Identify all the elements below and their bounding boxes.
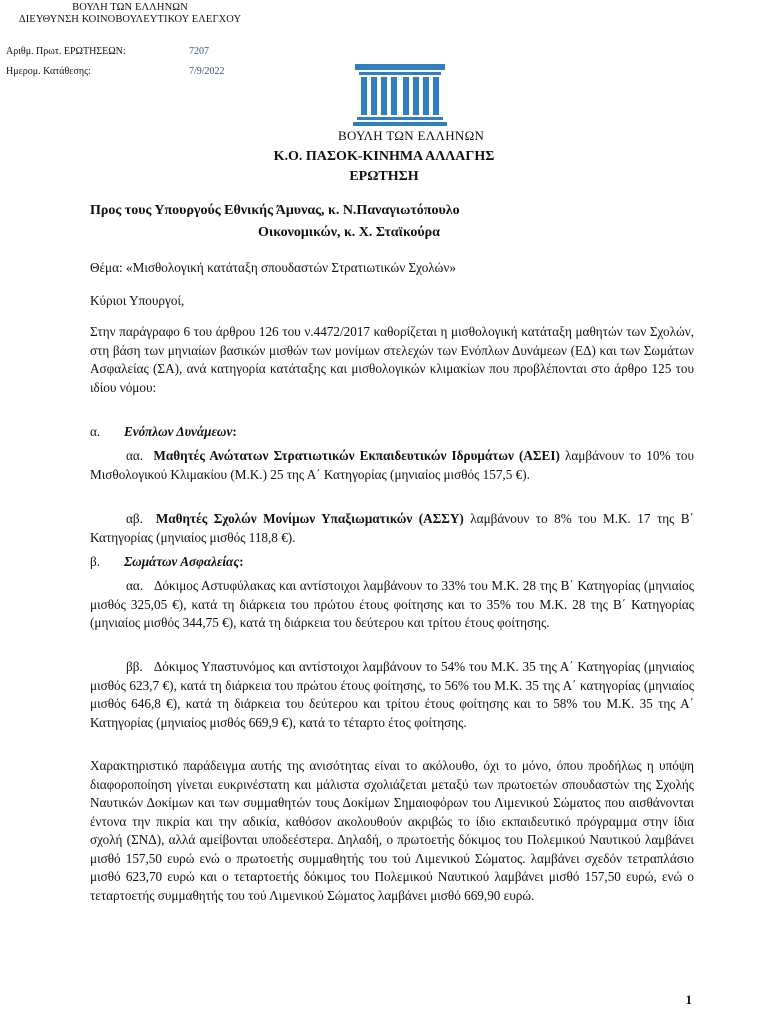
parliament-logo	[338, 64, 485, 144]
section-b-colon: :	[239, 554, 244, 569]
section-a-aa-text: λαμβάνουν το 10% του Μισθολογικού Κλιμακίου (Μ.Κ.) 25 της Α΄ Κατηγορίας (μηνιαίος μισθός 157,5 €).	[90, 448, 695, 482]
recipient-line-1: Προς τους Υπουργούς Εθνικής Άμυνας, κ. Ν.Παναγιωτόπουλο	[90, 203, 460, 218]
section-b-bb-paragraph	[90, 658, 694, 732]
greeting-line: Κύριοι Υπουργοί,	[90, 293, 185, 308]
party-heading: Κ.Ο. ΠΑΣΟΚ-ΚΙΝΗΜΑ ΑΛΛΑΓΗΣ	[273, 149, 495, 164]
section-a-ab-bold: Μαθητές Σχολών Μονίμων Υπαξιωματικών (ΑΣΣΥ)	[155, 511, 464, 526]
recipients-block	[90, 200, 460, 244]
section-a-colon: :	[232, 424, 237, 439]
section-b-bb-marker: ββ.	[126, 659, 143, 674]
recipient-line-2: Οικονομικών, κ. Χ. Σταϊκούρα	[258, 225, 440, 240]
logo-text: ΒΟΥΛΗ ΤΩΝ ΕΛΛΗΝΩΝ	[338, 128, 485, 143]
protocol-label: Αριθμ. Πρωτ. ΕΡΩΤΗΣΕΩΝ:	[6, 46, 126, 57]
date-label: Ημερομ. Κατάθεσης:	[6, 66, 91, 77]
section-b-heading	[90, 553, 694, 572]
section-a-ab-paragraph	[90, 510, 694, 547]
section-b-marker: β.	[90, 554, 101, 569]
section-a-aa-paragraph	[90, 447, 694, 484]
section-a-aa-marker: αα.	[126, 448, 144, 463]
closing-paragraph: Χαρακτηριστικό παράδειγμα αυτής της ανισότητας είναι το ακόλουθο, όχι το μόνο, όπου προδήλως η υπόψη διαφοροποίηση γίνεται ευκρινέστατη και μάλιστα σχολιάζεται μεταξύ των πρωτοετών σπουδαστών της Σχολής Ναυτικών Δοκίμων και των συμμαθητών τους Δοκίμων Σημαιοφόρων του Λιμενικού Σώματος που αισθάνονται έντονα την πικρία και την αδικία, καθόσον ακολουθούν ακριβώς το ίδιο εκπαιδευτικό πρόγραμμα στην ίδια σχολή (ΣΝΔ), αλλά αμείβονται υποδεέστερα. Δηλαδή, ο πρωτοετής δόκιμος του Πολεμικού Ναυτικού λαμβάνει μισθό 157,50 ευρώ ενώ ο πρωτοετής συμμαθητής του τού Λιμενικού Σώματος. λαμβάνει σχεδόν τετραπλάσιο μισθό 623,70 ευρώ και ο τεταρτοετής δόκιμος του Πολεμικού Ναυτικού λαμβάνει μισθό 157,50 ευρώ, ενώ ο τεταρτοετής συμμαθητής του τού Λιμενικού Σώματος λαμβάνει μισθό 669,90 ευρώ.	[90, 758, 694, 903]
section-a-aa-bold: Μαθητές Ανώτατων Στρατιωτικών Εκπαιδευτικών Ιδρυμάτων (ΑΣΕΙ)	[153, 448, 560, 463]
office-line-2: ΔΙΕΥΘΥΝΣΗ ΚΟΙΝΟΒΟΥΛΕΥΤΙΚΟΥ ΕΛΕΓΧΟΥ	[18, 14, 242, 25]
protocol-value: 7207	[189, 46, 209, 57]
section-a-heading	[90, 423, 694, 442]
section-b-title: Σωμάτων Ασφαλείας	[124, 554, 240, 569]
section-b-bb-text: Δόκιμος Υπαστυνόμος και αντίστοιχοι λαμβάνουν το 54% του Μ.Κ. 35 της Α΄ Κατηγορίας (μηνιαίος μισθός 623,7 €), κατά τη διάρκεια του πρώτου έτους φοίτησης, το 56% του Μ.Κ. 35 της Α΄ κατηγορίας (μηνιαίος μισθός 646,8 €), κατά τη διάρκεια του δεύτερου και τρίτου έτους φοίτησης και το 58% του Μ.Κ. 35 της Α΄ Κατηγορίας (μηνιαίος μισθός 669,9 €), κατά το τέταρτο έτος φοίτησης.	[90, 659, 694, 730]
section-b-aa-marker: αα.	[126, 578, 144, 593]
date-row	[6, 66, 225, 78]
subject-line: Θέμα: «Μισθολογική κατάταξη σπουδαστών Στρατιωτικών Σχολών»	[90, 260, 456, 275]
section-b-aa-paragraph	[90, 577, 694, 633]
section-b-aa-text: Δόκιμος Αστυφύλακας και αντίστοιχοι λαμβάνουν το 33% του Μ.Κ. 28 της Β΄ Κατηγορίας (μηνιαίος μισθός 325,05 €), κατά τη διάρκεια του πρώτου έτους φοίτησης και το 35% του Μ.Κ. 28 της Β΄ Κατηγορίας (μηνιαίος μισθός 344,75 €), κατά τη διάρκεια του δεύτερου και τρίτου έτους φοίτησης.	[90, 578, 694, 630]
office-line-1: ΒΟΥΛΗ ΤΩΝ ΕΛΛΗΝΩΝ	[72, 2, 188, 13]
section-a-title: Ενόπλων Δυνάμεων	[124, 424, 233, 439]
page-number: 1	[685, 992, 692, 1007]
intro-paragraph: Στην παράγραφο 6 του άρθρου 126 του ν.4472/2017 καθορίζεται η μισθολογική κατάταξη μαθητών των Σχολών, στη βάση των μηνιαίων βασικών μισθών των μονίμων στελεχών των Ενόπλων Δυνάμεων (ΕΔ) και των Σωμάτων Ασφαλείας (ΣΑ), ανά κατηγορία κατάταξης και μισθολογικών κλιμακίων που προβλέπονται στο άρθρο 125 του ιδίου νόμου:	[90, 324, 694, 395]
date-value: 7/9/2022	[189, 66, 225, 77]
parliament-building-icon	[353, 64, 447, 126]
section-a-marker: α.	[90, 424, 101, 439]
office-header	[8, 2, 252, 26]
section-a-ab-marker: αβ.	[126, 511, 143, 526]
section-a-ab-text: λαμβάνουν το 8% του Μ.Κ. 17 της Β΄ Κατηγορίας (μηνιαίος μισθός 118,8 €).	[90, 511, 694, 545]
protocol-row	[6, 46, 209, 58]
document-type-heading: ΕΡΩΤΗΣΗ	[349, 169, 419, 184]
